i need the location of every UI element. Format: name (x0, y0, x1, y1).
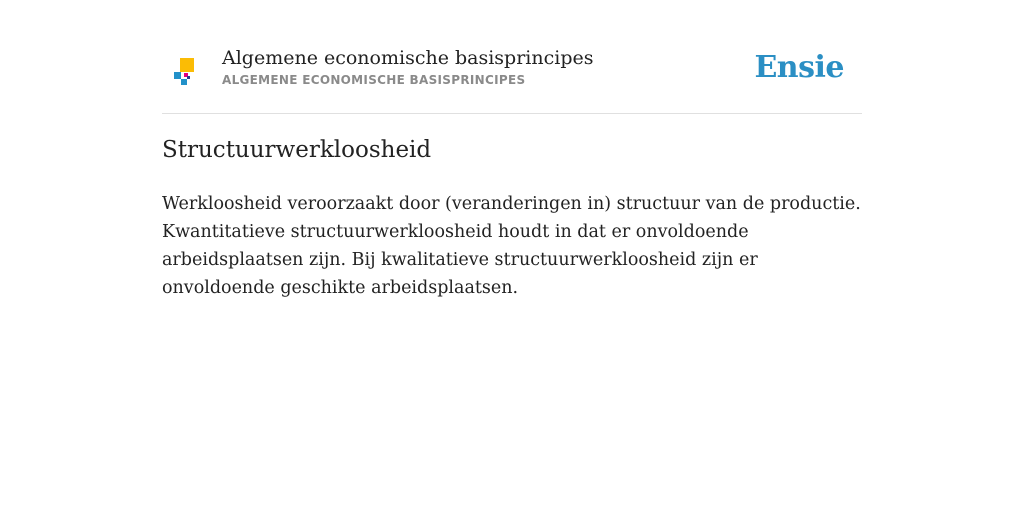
category-title[interactable]: Algemene economische basisprincipes (222, 47, 594, 69)
header-titles (222, 45, 594, 87)
logo-square-yellow (180, 58, 194, 72)
logo-square-blue (174, 72, 181, 79)
header (162, 40, 862, 114)
entry-term: Structuurwerkloosheid (162, 137, 432, 163)
logo-square-blue-small (181, 79, 187, 85)
logo-square-navy (187, 76, 190, 79)
ensie-logo-icon[interactable] (172, 56, 198, 88)
category-subtitle: ALGEMENE ECONOMISCHE BASISPRINCIPES (222, 73, 526, 87)
entry-definition: Werkloosheid veroorzaakt door (veranderingen in) structuur van de productie. Kwantitatieve structuurwerkloosheid houdt in dat er onvoldoende arbeidsplaatsen zijn. Bij kwalitatieve structuurwerkloosheid zijn er onvoldoende geschikte arbeidsplaatsen. (162, 194, 861, 298)
brand-logo-link[interactable]: Ensie (754, 50, 844, 85)
